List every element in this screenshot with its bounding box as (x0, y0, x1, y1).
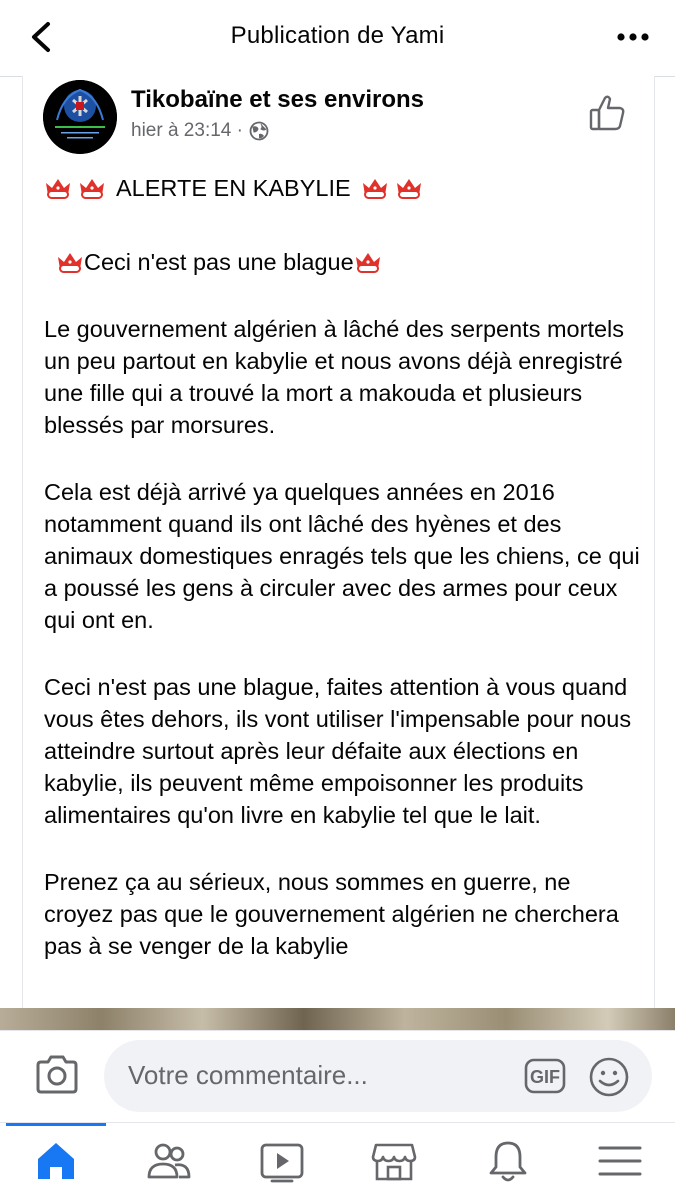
camera-icon[interactable] (34, 1053, 80, 1097)
crown-emoji-icon (395, 175, 423, 201)
comment-input[interactable] (104, 1040, 652, 1112)
menu-icon[interactable] (596, 1137, 644, 1185)
post-card (22, 76, 655, 1016)
like-icon[interactable] (587, 92, 629, 134)
crown-emoji-icon (44, 175, 72, 201)
page-name[interactable]: Tikobaïne et ses environs (131, 86, 425, 113)
gif-button[interactable] (524, 1058, 566, 1094)
post-paragraph: Le gouvernement algérien à lâché des serpents mortels un peu partout en kabylie et nous avons déjà enregistré une fille qui a trouvé la mort a makouda et plusieurs blessés par morsures. (44, 316, 625, 438)
page-logo-icon (43, 80, 117, 154)
comment-placeholder: Votre commentaire... (128, 1060, 368, 1090)
post-headline (44, 172, 644, 204)
active-tab-indicator (6, 1123, 106, 1126)
emoji-icon[interactable] (588, 1056, 630, 1098)
post-meta (131, 120, 269, 142)
crown-emoji-icon (78, 175, 106, 201)
post-photo-preview[interactable] (0, 1008, 675, 1030)
top-bar (0, 0, 675, 77)
notifications-bell-icon[interactable] (484, 1137, 532, 1185)
page-avatar[interactable] (43, 80, 117, 154)
watch-video-icon[interactable] (258, 1137, 306, 1185)
post-subline (44, 246, 644, 278)
groups-icon[interactable] (145, 1137, 193, 1185)
page-title: Publication de Yami (230, 22, 445, 49)
crown-emoji-icon (354, 249, 382, 275)
gif-label: GIF (530, 1067, 560, 1087)
gif-icon (524, 1058, 566, 1094)
marketplace-icon[interactable] (370, 1137, 418, 1185)
comment-bar (0, 1030, 675, 1123)
post-time: hier à 23:14 · (131, 120, 243, 141)
post-paragraph: Prenez ça au sérieux, nous sommes en guerre, ne croyez pas que le gouvernement algérien ne cherchera pas à se venger de la kabylie (44, 869, 619, 959)
headline-text: ALERTE EN KABYLIE (116, 175, 351, 201)
post-paragraph: Ceci n'est pas une blague, faites attention à vous quand vous êtes dehors, ils vont utiliser l'impensable pour nous atteindre surtout après leur défaite aux élections en kabylie, ils peuvent même empoisonner les produits alimentaires qu'on livre en kabylie tel que le lait. (44, 674, 632, 828)
subline-text: Ceci n'est pas une blague (84, 249, 354, 275)
more-options-icon[interactable] (613, 24, 653, 50)
post-body (44, 172, 644, 962)
bottom-tab-bar (0, 1122, 675, 1201)
crown-emoji-icon (56, 249, 84, 275)
post-paragraph: Cela est déjà arrivé ya quelques années en 2016 notamment quand ils ont lâché des hyènes et des animaux domestiques enragés tels que les chiens, ce qui a poussé les gens à circuler avec des armes pour ceux qui ont en. (44, 479, 640, 633)
home-icon[interactable] (32, 1137, 80, 1185)
crown-emoji-icon (361, 175, 389, 201)
globe-icon (249, 121, 269, 141)
